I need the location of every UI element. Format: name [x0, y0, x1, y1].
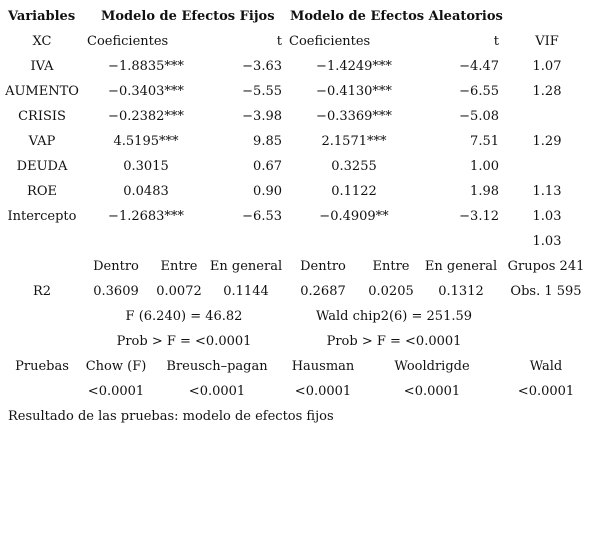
fe-prob: Prob > F = <0.0001: [116, 334, 252, 349]
row-re-coefficient: 2.1571***: [321, 134, 387, 149]
vif-extra: 1.03: [532, 234, 562, 249]
subheader-fe-t: t: [276, 34, 282, 49]
r2-fe-between: 0.0072: [156, 284, 202, 299]
row-re-t: 7.51: [470, 134, 499, 149]
test-name: Hausman: [291, 359, 355, 374]
test-name: Breusch–pagan: [166, 359, 268, 374]
test-value: <0.0001: [517, 384, 575, 399]
row-vif: 1.29: [532, 134, 562, 149]
fit-header-groups: Grupos 241: [507, 259, 585, 274]
r2-re-overall: 0.1312: [438, 284, 484, 299]
fe-f-statistic: F (6.240) = 46.82: [125, 309, 243, 324]
row-vif: 1.28: [532, 84, 562, 99]
row-re-coefficient: 0.1122: [331, 184, 377, 199]
row-fe-t: −3.98: [242, 109, 282, 124]
row-variable: ROE: [27, 184, 57, 199]
row-re-t: 1.98: [470, 184, 499, 199]
row-fe-t: −3.63: [242, 59, 282, 74]
fit-header-fe-overall: En general: [209, 259, 283, 274]
row-re-t: −3.12: [459, 209, 499, 224]
header-random-effects: Modelo de Efectos Aleatorios: [290, 9, 503, 24]
row-vif: 1.13: [532, 184, 562, 199]
row-variable: AUMENTO: [5, 84, 79, 99]
row-vif: 1.07: [532, 59, 562, 74]
r2-re-between: 0.0205: [368, 284, 414, 299]
fit-header-re-overall: En general: [424, 259, 498, 274]
r2-re-within: 0.2687: [300, 284, 346, 299]
test-name: Wooldrigde: [394, 359, 470, 374]
r2-observations: Obs. 1 595: [510, 284, 582, 299]
row-variable: Intercepto: [7, 209, 77, 224]
re-wald-statistic: Wald chip2(6) = 251.59: [315, 309, 473, 324]
tests-label: Pruebas: [15, 359, 69, 374]
fit-header-re-between: Entre: [372, 259, 410, 274]
row-variable: VAP: [28, 134, 56, 149]
row-fe-t: −6.53: [242, 209, 282, 224]
re-prob: Prob > F = <0.0001: [326, 334, 462, 349]
r2-label: R2: [32, 284, 52, 299]
fit-header-fe-within: Dentro: [93, 259, 139, 274]
test-value: <0.0001: [188, 384, 246, 399]
row-vif: 1.03: [532, 209, 562, 224]
row-variable: DEUDA: [16, 159, 68, 174]
row-fe-coefficient: −0.2382***: [108, 109, 184, 124]
row-fe-t: 9.85: [253, 134, 282, 149]
test-name: Wald: [529, 359, 563, 374]
row-re-coefficient: −0.4909**: [319, 209, 389, 224]
fit-header-fe-between: Entre: [160, 259, 198, 274]
header-fixed-effects: Modelo de Efectos Fijos: [101, 9, 275, 24]
row-fe-coefficient: −0.3403***: [108, 84, 184, 99]
row-re-t: −5.08: [459, 109, 499, 124]
row-re-coefficient: −0.3369***: [316, 109, 392, 124]
row-variable: CRISIS: [18, 109, 66, 124]
row-variable: IVA: [30, 59, 54, 74]
r2-fe-within: 0.3609: [93, 284, 139, 299]
row-re-t: 1.00: [470, 159, 499, 174]
subheader-xc: XC: [32, 34, 52, 49]
row-re-coefficient: −0.4130***: [316, 84, 392, 99]
subheader-re-t: t: [493, 34, 499, 49]
test-value: <0.0001: [403, 384, 461, 399]
fit-header-re-within: Dentro: [300, 259, 346, 274]
row-re-t: −6.55: [459, 84, 499, 99]
test-value: <0.0001: [87, 384, 145, 399]
row-re-coefficient: 0.3255: [331, 159, 377, 174]
row-fe-t: −5.55: [242, 84, 282, 99]
row-fe-coefficient: 0.0483: [123, 184, 169, 199]
row-fe-t: 0.90: [253, 184, 282, 199]
results-note: Resultado de las pruebas: modelo de efectos fijos: [8, 409, 334, 424]
subheader-re-coef: Coeficientes: [289, 34, 371, 49]
r2-fe-overall: 0.1144: [223, 284, 269, 299]
row-re-coefficient: −1.4249***: [316, 59, 392, 74]
row-fe-coefficient: −1.2683***: [108, 209, 184, 224]
row-fe-coefficient: −1.8835***: [108, 59, 184, 74]
row-fe-coefficient: 0.3015: [123, 159, 169, 174]
subheader-vif: VIF: [535, 34, 559, 49]
test-value: <0.0001: [294, 384, 352, 399]
header-variables: Variables: [8, 9, 76, 24]
subheader-fe-coef: Coeficientes: [87, 34, 169, 49]
test-name: Chow (F): [85, 359, 147, 374]
row-re-t: −4.47: [459, 59, 499, 74]
row-fe-coefficient: 4.5195***: [113, 134, 179, 149]
row-fe-t: 0.67: [253, 159, 282, 174]
